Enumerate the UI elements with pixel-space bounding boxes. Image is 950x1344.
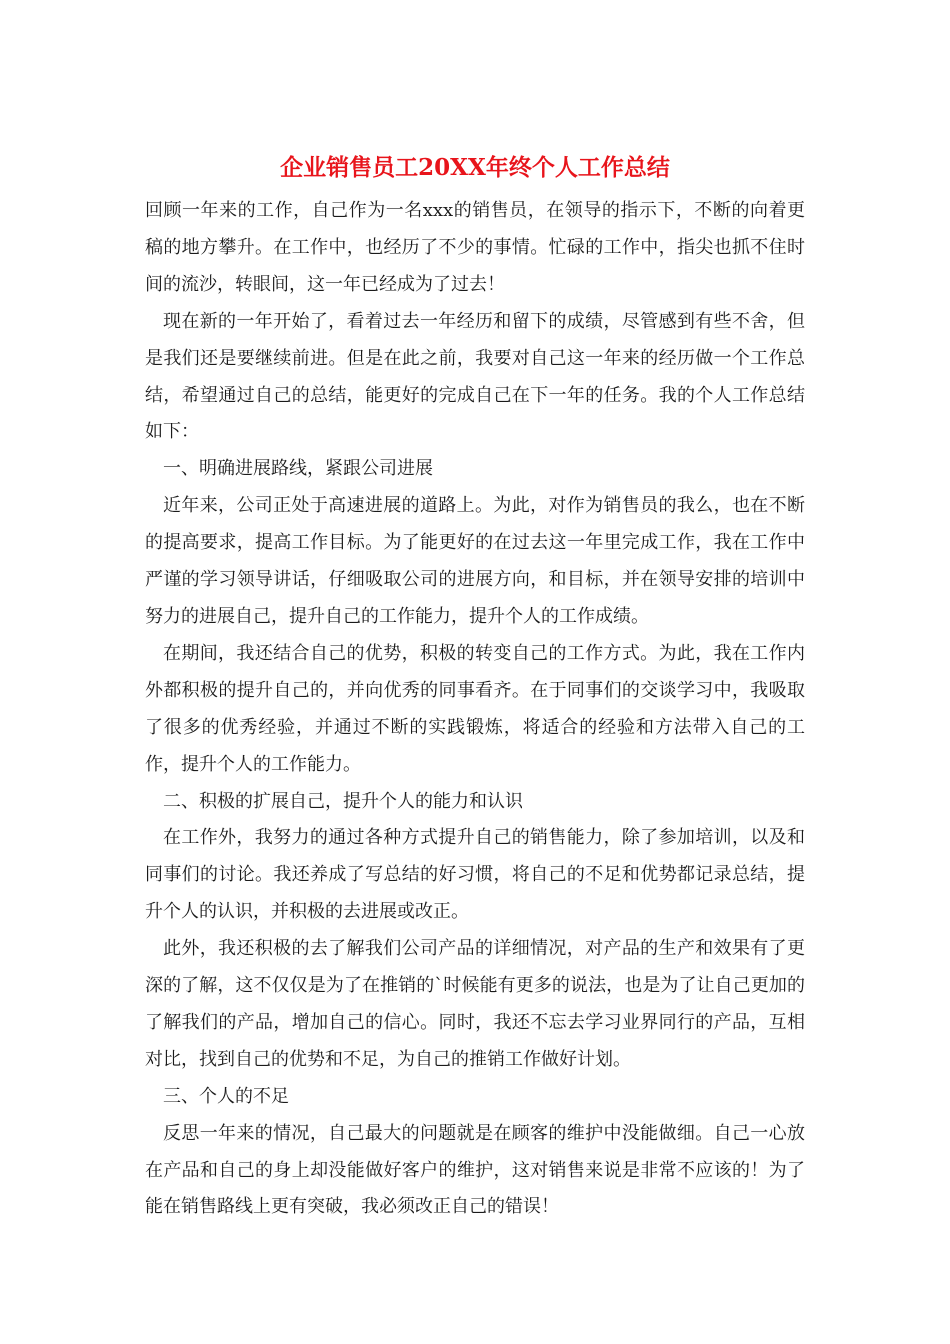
- paragraph: 在期间，我还结合自己的优势，积极的转变自己的工作方式。为此，我在工作内外都积极的提升自己的，并向优秀的同事看齐。在于同事们的交谈学习中，我吸取了很多的优秀经验，并通过不断的实践锻炼，将适合的经验和方法带入自己的工作，提升个人的工作能力。: [145, 642, 805, 775]
- document-body: [145, 193, 805, 1226]
- document-title: 企业销售员工20XX年终个人工作总结: [280, 154, 670, 181]
- section-heading-2: 二、积极的扩展自己，提升个人的能力和认识: [163, 790, 523, 812]
- paragraph: 现在新的一年开始了，看着过去一年经历和留下的成绩，尽管感到有些不舍，但是我们还是要继续前进。但是在此之前，我要对自己这一年来的经历做一个工作总结，希望通过自己的总结，能更好的完成自己在下一年的任务。我的个人工作总结如下：: [145, 310, 805, 443]
- paragraph: 近年来，公司正处于高速进展的道路上。为此，对作为销售员的我么，也在不断的提高要求，提高工作目标。为了能更好的在过去这一年里完成工作，我在工作中严谨的学习领导讲话，仔细吸取公司的进展方向，和目标，并在领导安排的培训中努力的进展自己，提升自己的工作能力，提升个人的工作成绩。: [145, 495, 805, 627]
- section-heading-3: 三、个人的不足: [163, 1085, 289, 1107]
- paragraph: 在工作外，我努力的通过各种方式提升自己的销售能力，除了参加培训，以及和同事们的讨论。我还养成了写总结的好习惯，将自己的不足和优势都记录总结，提升个人的认识，并积极的去进展或改正。: [145, 827, 805, 923]
- paragraph-intro: 回顾一年来的工作，自己作为一名xxx的销售员，在领导的指示下，不断的向着更稿的地方攀升。在工作中，也经历了不少的事情。忙碌的工作中，指尖也抓不住时间的流沙，转眼间，这一年已经成为了过去！: [145, 200, 805, 295]
- paragraph: 反思一年来的情况，自己最大的问题就是在顾客的维护中没能做细。自己一心放在产品和自己的身上却没能做好客户的维护，这对销售来说是非常不应该的！为了能在销售路线上更有突破，我必须改正自己的错误！: [145, 1122, 805, 1218]
- paragraph: 此外，我还积极的去了解我们公司产品的详细情况，对产品的生产和效果有了更深的了解，这不仅仅是为了在推销的`时候能有更多的说法，也是为了让自己更加的了解我们的产品，增加自己的信心。同时，我还不忘去学习业界同行的产品，互相对比，找到自己的优势和不足，为自己的推销工作做好计划。: [145, 938, 805, 1070]
- section-heading-1: 一、明确进展路线，紧跟公司进展: [163, 458, 433, 480]
